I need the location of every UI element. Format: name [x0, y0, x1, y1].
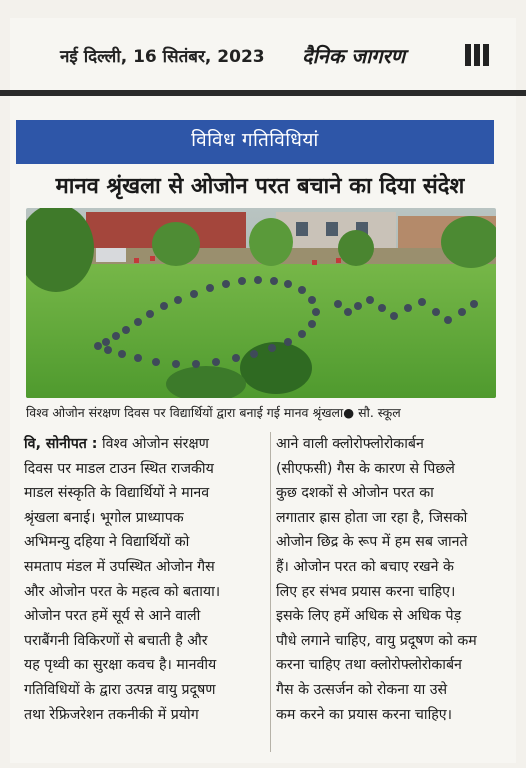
article-line: हैं। ओजोन परत को बचाए रखने के [276, 558, 454, 575]
article-line: पराबैंगनी विकिरणों से बचाती है और [24, 632, 208, 649]
masthead-bars-icon [465, 44, 489, 66]
article-line: श्रृंखला बनाई। भूगोल प्राध्यापक [24, 509, 184, 526]
masthead [60, 44, 500, 74]
article-line: दिवस पर माडल टाउन स्थित राजकीय [24, 460, 214, 477]
article-line: लगातार ह्रास होता जा रहा है, जिसको [276, 509, 468, 526]
article-line: माडल संस्कृति के विद्यार्थियों ने मानव [24, 485, 210, 502]
newspaper-name: दैनिक जागरण [302, 44, 406, 68]
article-line: वि, सोनीपत : विश्व ओजोन संरक्षण [24, 436, 209, 452]
article-line: आने वाली क्लोरोफ्लोरोकार्बन [276, 436, 424, 452]
dateline: नई दिल्ली, 16 सितंबर, 2023 [60, 47, 265, 67]
article-line: गैस के उत्सर्जन को रोकना या उसे [276, 681, 448, 698]
article-line: तथा रेफ्रिजरेशन तकनीकी में प्रयोग [24, 706, 199, 723]
article-column-right [276, 432, 508, 727]
article-line: लिए हर संभव प्रयास करना चाहिए। [276, 583, 456, 600]
article-dateline: वि, सोनीपत : [24, 436, 98, 452]
article-line: यह पृथ्वी का सुरक्षा कवच है। मानवीय [24, 657, 217, 674]
article-photo [26, 208, 496, 398]
article-line: ओजोन छिद्र के रूप में हम सब जानते [276, 534, 468, 551]
column-divider [270, 432, 271, 752]
article-line: कम करने का प्रयास करना चाहिए। [276, 706, 453, 723]
article-line: अभिमन्यु दहिया ने विद्यार्थियों को [24, 534, 190, 551]
article-line: इसके लिए हमें अधिक से अधिक पेड़ [276, 608, 462, 625]
article-line: ओजोन परत हमें सूर्य से आने वाली [24, 608, 201, 625]
article-line: और ओजोन परत के महत्व को बताया। [24, 583, 221, 600]
masthead-rule [0, 90, 526, 96]
photo-caption: विश्व ओजोन संरक्षण दिवस पर विद्यार्थियों द्वारा बनाई गई मानव श्रृंखला● सौ. स्कूल [26, 405, 401, 420]
article-column-left [24, 432, 272, 727]
section-header [16, 120, 494, 164]
article-line: समताप मंडल में उपस्थित ओजोन गैस [24, 558, 215, 575]
section-title: विविध गतिविधियां [191, 129, 319, 151]
article-line: पौधे लगाने चाहिए, वायु प्रदूषण को कम [276, 632, 477, 649]
article-line: गतिविधियों के द्वारा उत्पन्न वायु प्रदूषण [24, 681, 216, 698]
human-chain-photo [26, 208, 496, 398]
article-headline: मानव श्रृंखला से ओजोन परत बचाने का दिया संदेश [55, 174, 465, 199]
article-line: कुछ दशकों से ओजोन परत का [276, 485, 434, 502]
article-line: (सीएफसी) गैस के कारण से पिछले [276, 460, 455, 477]
article-line: करना चाहिए तथा क्लोरोफ्लोरोकार्बन [276, 657, 462, 674]
